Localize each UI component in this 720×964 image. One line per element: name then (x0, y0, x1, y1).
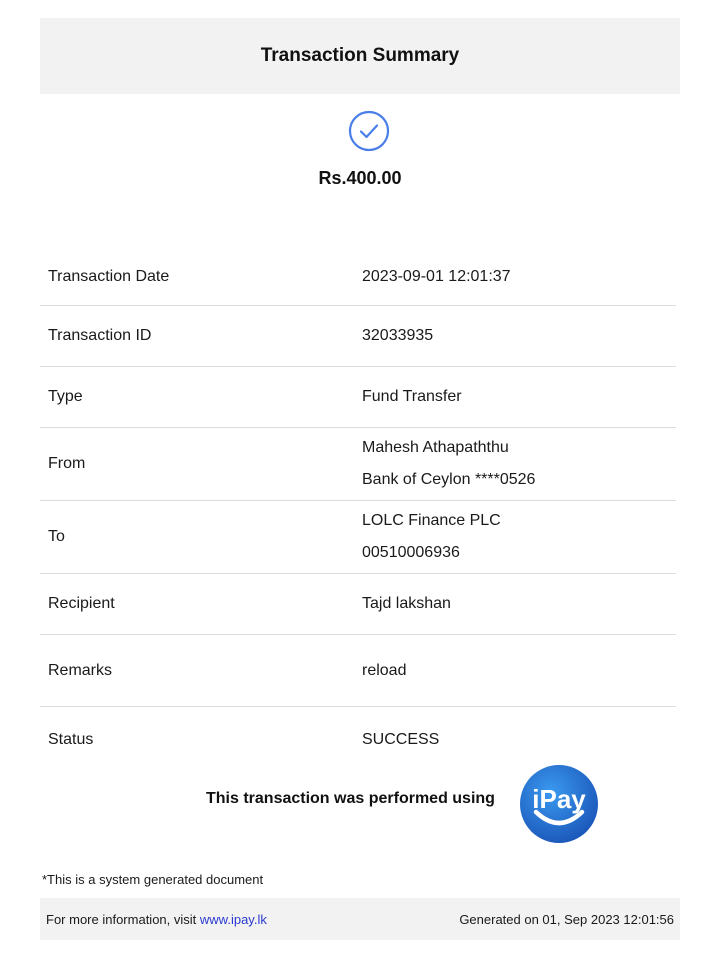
detail-row-remarks (40, 635, 676, 707)
detail-value: 32033935 (362, 327, 434, 344)
detail-row-transaction-date (40, 248, 676, 306)
transaction-details (40, 248, 676, 773)
footer-info-prefix: For more information, visit (46, 911, 197, 927)
performed-using-text: This transaction was performed using (206, 790, 495, 807)
detail-row-type (40, 367, 676, 428)
receiver-name: LOLC Finance PLC (362, 512, 501, 529)
footer-info (46, 912, 267, 927)
detail-label: Remarks (48, 661, 113, 679)
detail-value: 2023-09-01 12:01:37 (362, 267, 511, 285)
detail-label: From (48, 455, 86, 472)
detail-value: Tajd lakshan (362, 595, 451, 612)
status-value: SUCCESS (362, 731, 440, 748)
check-circle-icon (348, 110, 390, 152)
logo-text: iPay (532, 784, 586, 814)
footer (40, 898, 680, 940)
detail-label: To (48, 528, 65, 545)
detail-row-transaction-id (40, 306, 676, 367)
detail-row-to (40, 501, 676, 574)
detail-value: Fund Transfer (362, 388, 462, 405)
summary-header (40, 18, 680, 94)
detail-label: Transaction ID (48, 327, 152, 344)
website-link[interactable]: www.ipay.lk (199, 911, 267, 927)
disclaimer: *This is a system generated document (42, 872, 264, 887)
detail-label: Status (48, 731, 94, 748)
detail-label: Transaction Date (48, 267, 170, 285)
page-title: Transaction Summary (260, 45, 460, 66)
receiver-account: 00510006936 (362, 544, 460, 561)
detail-row-from (40, 428, 676, 501)
detail-value: reload (362, 661, 407, 679)
performed-using (0, 760, 720, 842)
detail-value (362, 512, 668, 562)
detail-value (362, 439, 668, 489)
detail-row-recipient (40, 574, 676, 635)
detail-label: Type (48, 388, 83, 405)
sender-name: Mahesh Athapaththu (362, 439, 509, 456)
transaction-amount: Rs.400.00 (318, 168, 402, 188)
detail-label: Recipient (48, 595, 115, 612)
ipay-logo (519, 764, 599, 844)
sender-account: Bank of Ceylon ****0526 (362, 471, 536, 488)
generated-timestamp: Generated on 01, Sep 2023 12:01:56 (459, 911, 674, 927)
